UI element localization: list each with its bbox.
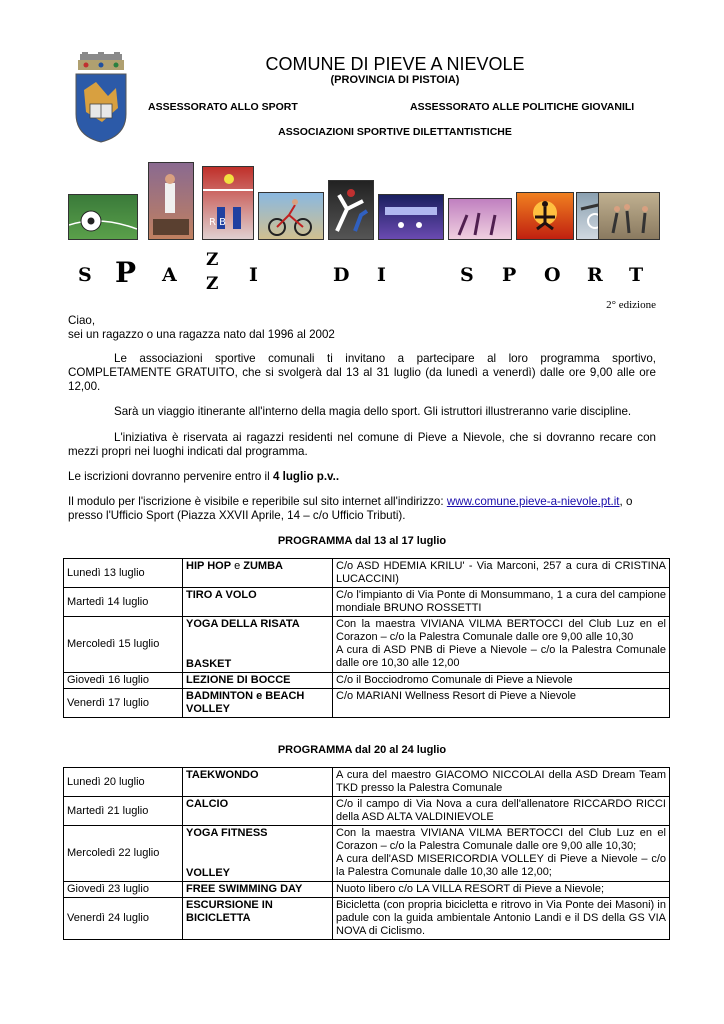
banner-letter: I [377,264,386,286]
activity-cell [183,559,333,588]
activity-part: BASKET [186,658,232,670]
table-row [64,559,670,588]
activity-part: ZUMBA [243,560,283,572]
week1-title: PROGRAMMA dal 13 al 17 luglio [277,535,447,547]
description-cell: C/o MARIANI Wellness Resort di Pieve a Nievole [333,689,670,718]
paragraph-journey: Sarà un viaggio itinerante all'interno della magia dello sport. Gli istruttori illustreranno varie discipline. [114,405,632,418]
banner-letter: R [587,264,603,286]
table-row [64,898,670,940]
taekwondo-photo [328,180,374,240]
description-part: Con la maestra VIVIANA VILMA BERTOCCI del Club Luz en el Corazon – c/o la Palestra Comunale dalle ore 9,00 alle 10,30; [336,827,666,852]
description-cell: C/o ASD HDEMIA KRILU' - Via Marconi, 257 a cura di CRISTINA LUCACCINI) [333,559,670,588]
activity-cell [183,617,333,673]
activity-part: HIP HOP [186,560,232,572]
dept-sport: ASSESSORATO ALLO SPORT [148,101,298,113]
description-part: Con la maestra VIVIANA VILMA BERTOCCI del Club Luz en el Corazon – c/o la Palestra Comunale dalle ore 9,00 alle 10,30 [336,618,666,643]
sports-photo-strip [68,162,658,242]
greeting: Ciao, [68,314,96,327]
website-link[interactable]: www.comune.pieve-a-nievole.pt.it [446,495,620,508]
description-cell: C/o il campo di Via Nova a cura dell'allenatore RICCARDO RICCI della ASD ALTA VALDINIEVOLE [333,797,670,826]
description-part: A cura dell'ASD MISERICORDIA VOLLEY di Pieve a Nievole – c/o la Palestra Comunale dalle 10,30 alle 12,00; [336,853,666,878]
day-cell: Lunedì 13 luglio [64,559,183,588]
table-row [64,826,670,882]
banner-letter: I [249,264,258,286]
activity-part: e [231,560,244,572]
dance-photo [448,198,512,240]
province-subtitle: (PROVINCIA DI PISTOIA) [330,74,460,86]
banner-letter: O [544,264,561,286]
page-title: COMUNE DI PIEVE A NIEVOLE [265,54,525,74]
deadline-date: 4 luglio p.v.. [272,470,340,483]
description-cell: Bicicletta (con propria bicicletta e ritrovo in Via Ponte dei Masoni) in padule con la guida ambientale Antonio Landi e il DS della GS VIA NOVA di Ciclismo. [333,898,670,940]
table-row [64,797,670,826]
form-tail: , o presso l'Ufficio Sport (Piazza XXVII Aprile, 14 – c/o Ufficio Tributi). [68,495,633,522]
table-row [64,882,670,898]
activity-cell: TIRO A VOLO [183,588,333,617]
banner-letter: S [78,264,92,286]
edition-label: 2° edizione [606,299,656,311]
paragraph-form [68,495,656,523]
description-cell [333,826,670,882]
description-cell [333,617,670,673]
skating-photo [378,194,444,240]
dept-youth: ASSESSORATO ALLE POLITICHE GIOVANILI [410,101,635,113]
banner-letter: Z [206,250,219,270]
spazi-di-sport-banner [0,250,724,300]
banner-letter: A [162,264,177,286]
activity-part: YOGA DELLA RISATA [186,618,300,630]
municipal-crest-logo [72,52,130,144]
day-cell: Lunedì 20 luglio [64,768,183,797]
form-text: Il modulo per l'iscrizione è visibile e reperibile sul sito internet all'indirizzo: [68,495,444,508]
banner-letter: S [460,264,474,286]
week2-table [63,767,670,940]
associations-heading: ASSOCIAZIONI SPORTIVE DILETTANTISTICHE [278,126,512,138]
description-cell: C/o l'impianto di Via Ponte di Monsummano, 1 a cura del campione mondiale BRUNO ROSSETTI [333,588,670,617]
volleyball-photo [202,166,254,240]
activity-part: VOLLEY [186,867,231,879]
svg-text:R B: R B [209,217,226,228]
soccer-photo [68,194,138,240]
table-row [64,673,670,689]
activity-cell: ESCURSIONE IN BICICLETTA [183,898,333,940]
activity-cell: FREE SWIMMING DAY [183,882,333,898]
banner-letter: P [115,256,137,289]
day-cell: Giovedì 23 luglio [64,882,183,898]
cycling-photo [258,192,324,240]
basketball-photo [148,162,194,240]
day-cell: Venerdì 24 luglio [64,898,183,940]
day-cell: Martedì 14 luglio [64,588,183,617]
day-cell: Venerdì 17 luglio [64,689,183,718]
banner-letter: T [629,264,644,286]
week1-table [63,558,670,718]
activity-cell: BADMINTON e BEACH VOLLEY [183,689,333,718]
paragraph-invitation: Le associazioni sportive comunali ti invitano a partecipare al loro programma sportivo, COMPLETAMENTE GRATUITO, che si svolgerà dal 13 al 31 luglio (da lunedì a venerdì) dalle ore 9,00 alle ore 12,00. [68,352,656,393]
table-row [64,689,670,718]
paragraph-deadline [68,470,656,484]
day-cell: Giovedì 16 luglio [64,673,183,689]
description-cell: C/o il Bocciodromo Comunale di Pieve a Nievole [333,673,670,689]
deadline-text: Le iscrizioni dovranno pervenire entro il [68,470,270,483]
table-row [64,588,670,617]
description-cell: Nuoto libero c/o LA VILLA RESORT di Pieve a Nievole; [333,882,670,898]
day-cell: Mercoledì 15 luglio [64,617,183,673]
table-row [64,617,670,673]
banner-letter: Z [206,274,219,294]
description-cell: A cura del maestro GIACOMO NICCOLAI della ASD Dream Team TKD presso la Palestra Comunale [333,768,670,797]
banner-letter: P [502,264,517,286]
activity-cell [183,826,333,882]
activity-cell: CALCIO [183,797,333,826]
day-cell: Mercoledì 22 luglio [64,826,183,882]
description-part: A cura di ASD PNB di Pieve a Nievole – c/o la Palestra Comunale dalle ore 10,30 alle 12,00 [336,644,666,669]
week2-title: PROGRAMMA dal 20 al 24 luglio [277,744,447,756]
activity-cell: LEZIONE DI BOCCE [183,673,333,689]
bocce-photo [598,192,660,240]
banner-letter: D [333,264,350,286]
yoga-sunset-photo [516,192,574,240]
paragraph-eligibility: L'iniziativa è riservata ai ragazzi residenti nel comune di Pieve a Nievole, che si dovranno recare con mezzi propri nei luoghi indicati dal programma. [68,431,656,458]
day-cell: Martedì 21 luglio [64,797,183,826]
activity-part: YOGA FITNESS [186,827,268,839]
table-row [64,768,670,797]
activity-cell: TAEKWONDO [183,768,333,797]
intro-line: sei un ragazzo o una ragazza nato dal 1996 al 2002 [68,328,335,341]
